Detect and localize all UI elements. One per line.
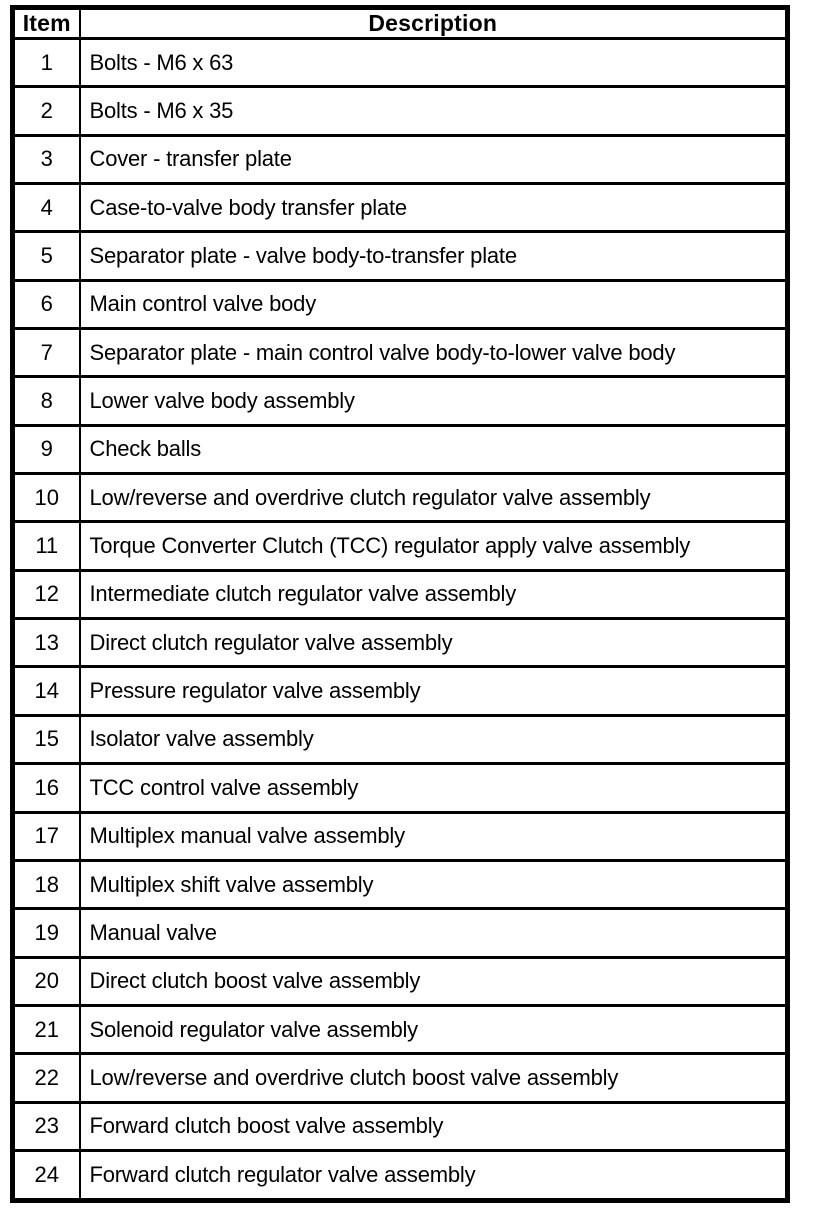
item-description: Isolator valve assembly (80, 715, 788, 763)
table-body (13, 39, 788, 1201)
item-number: 3 (13, 135, 80, 183)
table-row (13, 522, 788, 570)
item-description: Forward clutch regulator valve assembly (80, 1150, 788, 1200)
item-description: Lower valve body assembly (80, 377, 788, 425)
table-row (13, 1150, 788, 1200)
item-description: Check balls (80, 425, 788, 473)
table-row (13, 87, 788, 135)
item-description: Direct clutch boost valve assembly (80, 957, 788, 1005)
item-number: 14 (13, 667, 80, 715)
table-row (13, 570, 788, 618)
item-number: 22 (13, 1054, 80, 1102)
item-number: 19 (13, 909, 80, 957)
table-row (13, 860, 788, 908)
item-description: Bolts - M6 x 35 (80, 87, 788, 135)
item-number: 7 (13, 329, 80, 377)
item-number: 11 (13, 522, 80, 570)
table-row (13, 474, 788, 522)
item-number: 13 (13, 619, 80, 667)
item-column-header: Item (13, 8, 80, 39)
item-number: 15 (13, 715, 80, 763)
item-number: 5 (13, 232, 80, 280)
item-description: Pressure regulator valve assembly (80, 667, 788, 715)
table-row (13, 425, 788, 473)
item-number: 20 (13, 957, 80, 1005)
table-row (13, 957, 788, 1005)
table-row (13, 135, 788, 183)
table-row (13, 1102, 788, 1150)
item-number: 21 (13, 1005, 80, 1053)
table-row (13, 619, 788, 667)
table-row (13, 1005, 788, 1053)
item-description: Cover - transfer plate (80, 135, 788, 183)
item-description: Separator plate - main control valve body-to-lower valve body (80, 329, 788, 377)
item-number: 12 (13, 570, 80, 618)
item-number: 24 (13, 1150, 80, 1200)
header-row (13, 8, 788, 39)
description-column-header: Description (80, 8, 788, 39)
item-description: Manual valve (80, 909, 788, 957)
item-description: Direct clutch regulator valve assembly (80, 619, 788, 667)
item-description: Bolts - M6 x 63 (80, 39, 788, 87)
item-number: 10 (13, 474, 80, 522)
table-row (13, 232, 788, 280)
item-number: 2 (13, 87, 80, 135)
item-number: 16 (13, 764, 80, 812)
item-description: Case-to-valve body transfer plate (80, 184, 788, 232)
table-row (13, 909, 788, 957)
table-row (13, 377, 788, 425)
table-row (13, 39, 788, 87)
item-number: 18 (13, 860, 80, 908)
item-number: 8 (13, 377, 80, 425)
item-number: 6 (13, 280, 80, 328)
table-row (13, 812, 788, 860)
item-number: 17 (13, 812, 80, 860)
item-description: Multiplex manual valve assembly (80, 812, 788, 860)
table-row (13, 715, 788, 763)
item-description: Low/reverse and overdrive clutch regulator valve assembly (80, 474, 788, 522)
table-row (13, 329, 788, 377)
table-row (13, 280, 788, 328)
table-row (13, 184, 788, 232)
item-description: Torque Converter Clutch (TCC) regulator apply valve assembly (80, 522, 788, 570)
item-description: Separator plate - valve body-to-transfer plate (80, 232, 788, 280)
item-description: Forward clutch boost valve assembly (80, 1102, 788, 1150)
item-description: Low/reverse and overdrive clutch boost valve assembly (80, 1054, 788, 1102)
item-description: Main control valve body (80, 280, 788, 328)
item-description: TCC control valve assembly (80, 764, 788, 812)
item-description: Solenoid regulator valve assembly (80, 1005, 788, 1053)
item-number: 9 (13, 425, 80, 473)
item-number: 4 (13, 184, 80, 232)
item-description: Multiplex shift valve assembly (80, 860, 788, 908)
table-row (13, 667, 788, 715)
parts-table (10, 5, 790, 1203)
table-row (13, 764, 788, 812)
item-number: 1 (13, 39, 80, 87)
table-row (13, 1054, 788, 1102)
item-number: 23 (13, 1102, 80, 1150)
item-description: Intermediate clutch regulator valve assembly (80, 570, 788, 618)
